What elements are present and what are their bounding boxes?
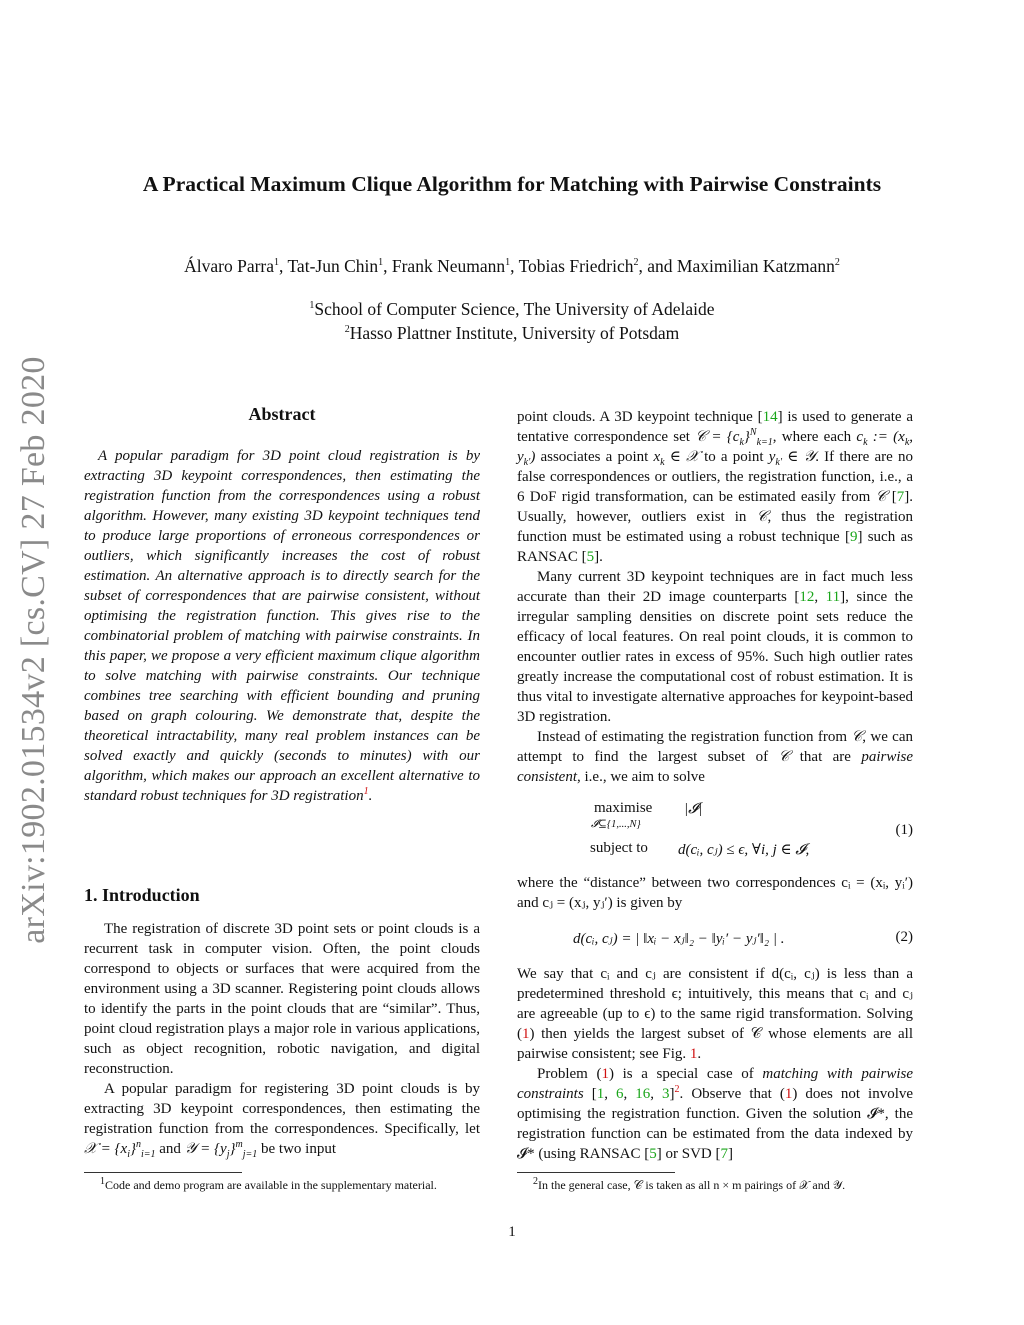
equation-link[interactable]: 1: [522, 1026, 530, 1042]
citation-link[interactable]: 3: [662, 1086, 670, 1102]
abstract-text: A popular paradigm for 3D point cloud registration is by extracting 3D keypoint correspondences, then estimating the registration function from the correspondences using a robust algorithm. However, many existing 3D keypoint techniques tend to produce large proportions of erroneous correspondences or outliers, which significantly increases the cost of robust estimation. An alternative approach is to directly search for the subset of correspondences that are pairwise consistent, without optimising the registration function. This gives rise to the combinatorial problem of matching with pairwise constraints. In this paper, we propose a very efficient maximum clique algorithm to solve matching with pairwise constraints. Our technique combines tree searching with efficient bounding and pruning based on graph colouring. We demonstrate that, despite the theoretical intractability, many real problem instances can be solved exactly and quickly (seconds to minutes) with our algorithm, which makes our approach an excellent alternative to standard robust techniques for 3D registration: [84, 448, 480, 804]
paragraph: Instead of estimating the registration function from 𝒞, we can attempt to find the largest subset of 𝒞 that are pairwise consistent, i.e., we aim to solve: [517, 729, 913, 785]
page-number: 1: [508, 1224, 516, 1240]
paragraph: A popular paradigm for registering 3D point clouds is by extracting 3D keypoint correspondences, then estimating the registration function from the correspondences. Specifically, let 𝒳 = $\{x_i\}^n_{i=1}$ and 𝒴 = $\{y_j\}^m_{j=1}$ be two input: [84, 1081, 480, 1160]
section-heading: 1. Introduction: [84, 885, 200, 905]
abstract-body: A popular paradigm for 3D point cloud registration is by extracting 3D keypoint correspondences, then estimating the registration function from the correspondences using a robust algorithm. However, many existing 3D keypoint techniques tend to produce large proportions of erroneous correspondences or outliers, which significantly increases the cost of robust estimation. An alternative approach is to directly search for the subset of correspondences that are pairwise consistent, without optimising the registration function. This gives rise to the combinatorial problem of matching with pairwise constraints. In this paper, we propose a very efficient maximum clique algorithm to solve matching with pairwise constraints. Our technique combines tree searching with efficient bounding and pruning based on graph colouring. We demonstrate that, despite the theoretical intractability, many real problem instances can be solved exactly and quickly (seconds to minutes) with our algorithm, which makes our approach an excellent alternative to standard robust techniques for 3D registration$^1$.: [84, 448, 480, 804]
author: Tobias Friedrich$^2$, and: [518, 256, 677, 276]
citation-link[interactable]: 14: [762, 409, 778, 425]
paragraph: where the “distance” between two correspondences cᵢ = (xᵢ, yᵢ′) and cⱼ = (xⱼ, yⱼ′) is given by: [517, 875, 913, 911]
citation-link[interactable]: 7: [720, 1146, 728, 1162]
math-inline: 𝒴 = $\{y_j\}^m_{j=1}$: [184, 1139, 258, 1160]
author: Maximilian Katzmann$^2$: [676, 256, 840, 276]
affiliation: $^2$Hasso Plattner Institute, University of Potsdam: [344, 323, 680, 343]
footnote-left: $^1$Code and demo program are available in the supplementary material.: [100, 1176, 437, 1192]
equation-link[interactable]: 1: [601, 1066, 609, 1082]
paragraph: We say that cᵢ and cⱼ are consistent if d(cᵢ, cⱼ) is less than a predetermined threshold ϵ; intuitively, this means that cᵢ and cⱼ are agreeable (up to ϵ) to the same rigid transformation. Solving (1) then yields the largest subset of 𝒞 whose elements are all pairwise consistent; see Fig. 1.: [517, 966, 913, 1062]
abstract-heading: Abstract: [248, 404, 316, 424]
paragraph: Problem (1) is a special case of matching with pairwise constraints [1, 6, 16, 3]$^2$. Observe that (1) does not involve optimising the registration function. Given the solution 𝓘*, the registration function can be estimated from the data indexed by 𝓘* (using RANSAC [5] or SVD [7]: [517, 1066, 914, 1162]
equation-link[interactable]: 1: [784, 1086, 793, 1102]
right-column-bottom: [517, 964, 913, 1164]
paragraph: Many current 3D keypoint techniques are in fact much less accurate than their 2D image counterparts [12, 11], since the irregular sampling densities on discrete point sets reduce the efficacy of local features. On real point clouds, it is common to encounter outlier rates in excess of 95%. Such high outlier rates greatly increase the computational cost of robust estimation. It is thus vital to investigate alternative approaches for keypoint-based 3D registration.: [517, 569, 914, 725]
citation-link[interactable]: 16: [635, 1086, 651, 1102]
author: Álvaro Parra$^1$,: [184, 256, 288, 276]
arxiv-stamp: arXiv:1902.01534v2 [cs.CV] 27 Feb 2020: [15, 356, 52, 944]
citation-link[interactable]: 1: [596, 1086, 605, 1102]
footnote-marker[interactable]: 2: [674, 1084, 680, 1095]
footnote-rule: [84, 1172, 242, 1173]
paragraph: The registration of discrete 3D point sets or point clouds is a recurrent task in computer vision. Often, the point clouds correspond to objects or surfaces that were acquired from the environment using a 3D scanner. Registering point clouds allows to identify the parts in the point clouds that are “similar”. Thus, point cloud registration plays a major role in various applications, such as object recognition, robotic navigation, and digital reconstruction.: [84, 921, 480, 1077]
citation-link[interactable]: 6: [615, 1086, 624, 1102]
author: Tat-Jun Chin$^1$,: [287, 256, 392, 276]
citation-link[interactable]: 12: [799, 589, 815, 605]
citation-link[interactable]: 5: [649, 1146, 657, 1162]
affiliations: [0, 297, 1024, 345]
paper-title: A Practical Maximum Clique Algorithm for Matching with Pairwise Constraints: [142, 172, 882, 196]
figure-link[interactable]: 1: [689, 1046, 698, 1062]
citation-link[interactable]: 7: [896, 489, 905, 505]
equation-number: (1): [895, 822, 913, 838]
citation-link[interactable]: 11: [825, 589, 841, 605]
affiliation: $^1$School of Computer Science, The University of Adelaide: [309, 299, 715, 319]
equation-number: (2): [895, 929, 913, 945]
footnote-marker[interactable]: 1: [363, 786, 369, 797]
paragraph: point clouds. A 3D keypoint technique [14] is used to generate a tentative correspondence set 𝒞 = $\{c_k\}^N_{k=1}$, where each $c_k$ := ($x_k$, $y_{k'}$) associates a point $x_k$ ∈ 𝒳 to a point $y_{k'}$ ∈ 𝒴. If there are no false correspondences or outliers, the registration function, i.e., a 6 DoF rigid transformation, can be estimated easily from 𝒞 [7]. Usually, however, outliers exist in 𝒞, thus the registration function must be estimated using a robust technique [9] such as RANSAC [5].: [517, 409, 914, 565]
citation-link[interactable]: 9: [849, 529, 858, 545]
introduction-body: [84, 919, 480, 1159]
footnote-right: $^2$In the general case, 𝒞 is taken as all n × m pairings of 𝒳 and 𝒴.: [533, 1176, 846, 1192]
right-column-top: [517, 407, 913, 787]
author: Frank Neumann$^1$,: [391, 256, 519, 276]
author-list: [0, 256, 1024, 277]
citation-link[interactable]: 5: [586, 549, 595, 565]
footnote-rule: [517, 1172, 675, 1173]
equation-1: maximise 𝓘⊆{1,...,N} |𝓘| subject to d(cᵢ, cⱼ) ≤ ϵ, ∀i, j ∈ 𝓘, (1): [590, 800, 913, 858]
math-inline: 𝒳 = $\{x_i\}^n_{i=1}$: [84, 1139, 156, 1160]
